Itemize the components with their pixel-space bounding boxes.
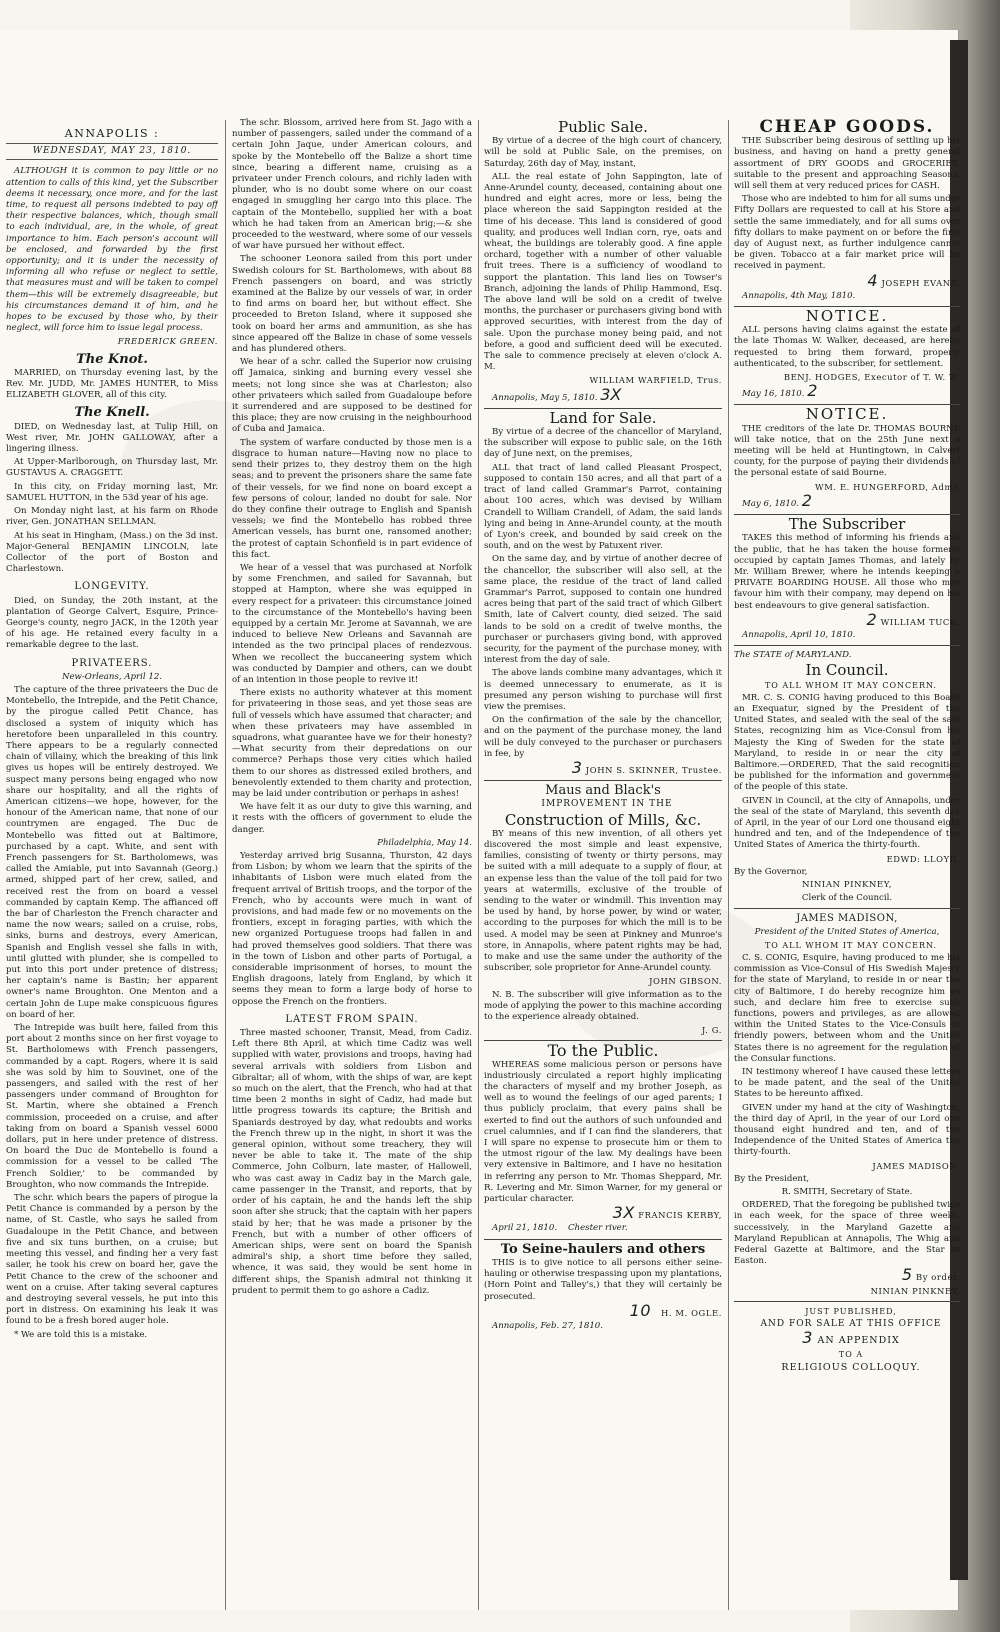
leonora-article: The schooner Leonora sailed from this port under Swedish colours for St. Bartholomews, with about 88 French passengers on board, and was strictly examined at the Balize by our vessels of war, in order to find arms on board her, but without effect. She proceeded to Breton Island, where it supposed she took on board her arms and ammunition, as she has since appeared off the Balize in chase of some vessels and has plundered others. — [232, 254, 472, 355]
subscriber-title: The Subscriber — [788, 515, 906, 534]
handwritten-mark-g: 2 — [801, 490, 812, 510]
subscriber-body: TAKES this method of informing his friends and the public, that he has taken the house formerly occupied by captain James Thomas, and lately by Mr. William Brewer, where he intends keeping a PRIVATE BOARDING HOUSE. All those who may favour him with their company, may depend on his best endeavours to give general satisfaction. — [734, 533, 960, 611]
mills-subtitle: IMPROVEMENT IN THE — [541, 799, 673, 810]
land-sale-title: Land for Sale. — [549, 408, 657, 427]
cheap-goods-date: Annapolis, 4th May, 1810. — [742, 290, 856, 301]
mills-signature: JOHN GIBSON. — [649, 976, 722, 987]
notice-2-body: THE creditors of the late Dr. THOMAS BOURNE will take notice, that on the 25th June next a meeting will be held at Huntingtown, in Calvert county, for the purpose of paying their dividends of the personal estate of said Bourne. — [734, 423, 960, 479]
seine-date: Annapolis, Feb. 27, 1810. — [492, 1320, 603, 1331]
public-sale-body: ALL the real estate of John Sappington, late of Anne-Arundel county, deceased, containing about one hundred and eight acres, more or less, being the place whereon the said Sappington resided at the time of his decease. This land is considered of good quality, and produces well Indian corn, rye, oats and wheat, the buildings are tolerably good. A fine apple orchard, together with a number of other valuable fruit trees. There is a sufficiency of woodland to support the plantation. This land lies on Towser's Branch, adjoining the lands of Philip Hammond, Esq. The above land will be sold on a credit of twelve months, the purchaser or purchasers giving bond with approved securities, with interest from the day of sale. Upon the purchase money being paid, and not before, a good and sufficient deed will be executed. The sale to commence precisely at eleven o'clock A. M. — [484, 171, 722, 373]
subscriber-date: Annapolis, April 10, 1810. — [742, 629, 856, 640]
death-notice-2: At Upper-Marlborough, on Thursday last, Mr. GUSTAVUS A. CRAGGETT. — [6, 457, 218, 479]
to-public-body: WHEREAS some malicious person or persons have industriously circulated a report highly implicating the characters of myself and my brother Joseph, as well as to wound the feelings of our aged parents; I thus publicly proclaim, that every pains shall be exerted to find out the authors of such unfounded and cruel calumnies, and if I can find the slanderers, that I will spare no expense to prosecute him or them to the utmost rigour of the law. My dealings have been very extensive in Baltimore, and I have no hesitation in referring any person to Mr. Thomas Sheppard, Mr. R. Levering and Mr. Simon Warner, for my general or particular character. — [484, 1059, 722, 1205]
appendix-line-1: JUST PUBLISHED, — [805, 1306, 897, 1316]
council-title: In Council. — [805, 661, 889, 680]
issue-date: WEDNESDAY, MAY 23, 1810. — [6, 143, 218, 160]
madison-body: C. S. CONIG, Esquire, having produced to me his commission as Vice-Consul of His Swedish Majesty for the state of Maryland, to reside in or near the city of Baltimore, I do hereby recognize him as such, and declare him free to exercise such functions, powers and privileges, as are allowed within the United States to the Vice-Consuls of friendly powers, between whom and the United States there is no agreement for the regulation of the Consular functions. — [734, 953, 960, 1064]
cheap-goods-signature: 4 JOSEPH EVANS. — [867, 270, 960, 290]
privateers-text-3: The schr. which bears the papers of pirogue la Petit Chance is commanded by a person by the name, of St. Castle, who says he sailed from Guadaloupe in the Petit Chance, and between five and six tuns burthen, on a cruise; but meeting this vessel, and finding her a very fast sailer, he took his crew on board her, gave the Petit Chance to the crew of the schooner and went on a cruise. After taking several captures and destroying several vessels, he put into this port in distress. On examining his leak it was found to be a fresh bored auger hole. — [6, 1193, 218, 1327]
notice-2-title: NOTICE. — [805, 405, 889, 424]
death-notice-5: At his seat in Hingham, (Mass.) on the 3d inst. Major-General BENJAMIN LINCOLN, late Collector of the port of Boston and Charlestown. — [6, 530, 218, 575]
longevity-heading: LONGEVITY. — [74, 581, 150, 593]
mills-body: BY means of this new invention, of all others yet discovered the most simple and least expensive, families, consisting of twenty or thirty persons, may be suited with a mill adequate to a supply of flour, at an expense less than the value of the toll paid for two years at watermills, exclusive of the trouble of sending to the water or windmill. This invention may be used by hand, by horse power, by wind or water, according to the purposes for which the mill is to be used. A model may be seen at Pinkney and Munroe's store, in Annapolis, where patent rights may be had, to make and use the same under the authority of the subscriber, sole proprietor for Anne-Arundel county. — [484, 828, 722, 974]
death-notice-1: DIED, on Wednesday last, at Tulip Hill, on West river, Mr. JOHN GALLOWAY, after a lingering illness. — [6, 421, 218, 455]
appendix-line-3: 3 AN APPENDIX — [802, 1328, 900, 1348]
notice-2-date: May 6, 1810. 2 — [742, 490, 812, 510]
smith-name: R. SMITH, Secretary of State. — [781, 1187, 913, 1198]
philadelphia-dateline: Philadelphia, May 14. — [377, 837, 472, 848]
handwritten-mark-c: 3X — [612, 1203, 635, 1223]
land-sale-body-3: The above lands combine many advantages, which it is deemed unnecessary to enumerate, as it is presumed any person wishing to purchase will first view the premises. — [484, 668, 722, 712]
privateers-heading: PRIVATEERS. — [71, 657, 153, 669]
handwritten-mark-e: 4 — [867, 270, 879, 290]
madison-given: GIVEN under my hand at the city of Washington, the third day of April, in the year of our Lord one thousand eight hundred and ten, and of the Independence of the United States of America the thirty-fourth. — [734, 1102, 960, 1158]
madison-testimony: IN testimony whereof I have caused these letters to be made patent, and the seal of the United States to be hereunto affixed. — [734, 1067, 960, 1100]
seine-body: THIS is to give notice to all persons either seine-hauling or otherwise trespassing upon my plantations, (Horn Point and Talley's,) that they will certainly be prosecuted. — [484, 1257, 722, 1302]
warning-article: We have felt it as our duty to give this warning, and it rests with the officers of government to elude the danger. — [232, 802, 472, 835]
handwritten-mark-d: 10 — [629, 1300, 652, 1320]
subscriber-signature: 2 WILLIAM TUCK. — [866, 609, 960, 629]
superior-article: We hear of a schr. called the Superior now cruising off Jamaica, sinking and burning every vessel she meets; not long since she was at Charleston; also other privateers which sailed from Guadaloupe before it surrendered and are supposed to be destined for this place; they are now cruising in the neighbourhood of Cuba and Jamaica. — [232, 357, 472, 435]
council-given: GIVEN in Council, at the city of Annapolis, under the seal of the state of Maryland, this seventh day of April, in the year of our Lord one thousand eight hundred and ten, and of the Independence of the United States of America the thirty-fourth. — [734, 795, 960, 851]
notice-1-signature: BENJ. HODGES, Executor of T. W. W. — [783, 372, 960, 383]
public-sale-date: Annapolis, May 5, 1810. 3X — [492, 384, 622, 404]
privateers-footnote: * We are told this is a mistake. — [14, 1329, 148, 1340]
to-public-title: To the Public. — [547, 1041, 659, 1061]
seine-title: To Seine-haulers and others — [500, 1241, 706, 1257]
state-label: The STATE of MARYLAND. — [734, 650, 852, 661]
public-sale-intro: By virtue of a decree of the high court of chancery, will be sold at Public Sale, on the premises, on Saturday, 26th day of May, instant, — [484, 136, 722, 169]
notice-2-signature: WM. E. HUNGERFORD, Admr. — [815, 481, 960, 492]
handwritten-mark-h: 2 — [866, 609, 878, 629]
notice-1-title: NOTICE. — [805, 307, 889, 326]
notice-1-body: ALL persons having claims against the estate of the late Thomas W. Walker, deceased, are hereby requested to bring them forward, properly authenticated, to the subscriber, for settlement. — [734, 325, 960, 369]
to-public-signature: 3X FRANCIS KERBY, — [612, 1203, 722, 1223]
land-sale-body-4: On the confirmation of the sale by the chancellor, and on the payment of the purchase money, the land will be duly conveyed to the purchaser or purchasers in fee, by — [484, 715, 722, 759]
cheap-goods-body-2: Those who are indebted to him for all sums under Fifty Dollars are requested to call at his Store and settle the same immediately, and for all sums over fifty dollars to make payment on or before the first day of August next, as further indulgence cannot be given. Tobacco at a fair market price will be received in payment. — [734, 194, 960, 272]
knell-heading: The Knell. — [74, 405, 150, 421]
warfare-article: The system of warfare conducted by those men is a disgrace to human nature—Having now no place to send their prizes to, they destroy them on the high seas; and to prevent the prisoners share the same fate of their vessels, for we find none on board except a few persons of colour, landed no doubt for sale. Nor do they confine their outrage to English and Spanish vessels; we find the Montebello has robbed three American vessels, has burnt one, ransomed another; the protest of captain Schonfield is in part evidence of this fact. — [232, 437, 472, 560]
to-all-1: TO ALL WHOM IT MAY CONCERN. — [764, 680, 938, 690]
land-sale-body-1: ALL that tract of land called Pleasant Prospect, supposed to contain 150 acres, and all that part of a tract of land called Grammar's Parrot, containing about 100 acres, which was devised by William Crandell to William Crandell, of Adam, the said lands lying and being in Anne-Arundel county, at the mouth of Lyon's creek, and bounded by said creek on the south, and on the west by Patuxent river. — [484, 462, 722, 552]
appendix-line-2: AND FOR SALE AT THIS OFFICE — [760, 1319, 942, 1330]
mills-nb: N. B. The subscriber will give information as to the mode of applying the power to this machine according to the experience already obtained. — [484, 989, 722, 1023]
notice-1-date: May 16, 1810. 2 — [742, 381, 818, 401]
blossom-article: The schr. Blossom, arrived here from St. Jago with a number of passengers, sailed under the command of a certain John Jaque, under American colours, and spoke by the Montebello off the Balize a short time since, bearing a different name, cruising as a privateer under French colours, and richly laden with plunder, who is no doubt some where on our coast engaged in smuggling her cargo into this place. The captain of the Montebello, supplied her with a boat which he had taken from an American brig;—& she proceeded to the westward, where some of our vessels of war have pursued her without effect. — [232, 118, 472, 252]
to-all-2: TO ALL WHOM IT MAY CONCERN. — [764, 940, 938, 950]
public-sale-title: Public Sale. — [558, 118, 648, 136]
column-1 — [6, 118, 218, 1612]
appendix-line-4: TO A — [838, 1349, 864, 1359]
town-heading: ANNAPOLIS : — [64, 127, 160, 140]
by-governor: By the Governor, — [734, 866, 808, 877]
privateers-dateline: New-Orleans, April 12. — [61, 671, 163, 682]
clerk-title: Clerk of the Council. — [801, 893, 893, 904]
column-3 — [484, 118, 722, 1612]
handwritten-mark-j: 3 — [802, 1328, 814, 1348]
handwritten-mark-f: 2 — [807, 381, 818, 401]
to-public-date: April 21, 1810. Chester river. — [492, 1223, 628, 1234]
marriage-notice: MARRIED, on Thursday evening last, by the Rev. Mr. JUDD, Mr. JAMES HUNTER, to Miss ELIZABETH GLOVER, all of this city. — [6, 367, 218, 401]
green-signature: FREDERICK GREEN. — [117, 336, 218, 347]
cheap-goods-body-1: THE Subscriber being desirous of settling up his business, and having on hand a pretty general assortment of DRY GOODS and GROCERIES, suitable to the present and approaching Seasons, will sell them at very reduced prices for CASH. — [734, 136, 960, 192]
spain-article: Three masted schooner, Transit, Mead, from Cadiz. Left there 8th April, at which time Cadiz was well supplied with water, provisions and troops, having had several arrivals with soldiers from Lisbon and Gibraltar; all of whom, with the ships of war, are kept so much on the alert, that the French, who had at that time been 2 months in sight of Cadiz, had made but little progress towards its capture; the British and Spaniards destroyed by day, what redoubts and works the French threw up in the night, in short it was the general opinion, without some treachery, they will never be able to take it. The mate of the ship Commerce, John Colburn, late master, of Hallowell, who was cast away in Cadiz bay in the March gale, came passenger in the Transit, and reports, that by order of his captain, he and the hands left the ship soon after she struck; that the captain with her papers staid by her; that he was made a prisoner by the French, but with a number of other officers of American ships, were sent on board the Spanish admiral's ship, a short time before they sailed, whence, it was said, they would be sent home in different ships, the Spanish admiral not thinking it prudent to permit them to go ashore a Cadiz. — [232, 1028, 472, 1296]
handwritten-mark-i: 5 — [901, 1265, 913, 1285]
ordered-text: ORDERED, That the foregoing be published twice in each week, for the space of three weeks, successively, in the Maryland Gazette and Maryland Republican at Annapolis, The Whig and Federal Gazette at Baltimore, and the Star at Easton. — [734, 1200, 960, 1267]
death-notice-3: In this city, on Friday morning last, Mr. SAMUEL HUTTON, in the 53d year of his age. — [6, 481, 218, 503]
madison-subtitle: President of the United States of America, — [754, 926, 940, 937]
madison-title: JAMES MADISON, — [796, 913, 898, 925]
pinkney-name-2: NINIAN PINKNEY. — [870, 1285, 960, 1296]
handwritten-mark-b: 3 — [571, 757, 583, 777]
land-sale-signature: 3 JOHN S. SKINNER, Trustee. — [571, 757, 722, 777]
mills-title-2: Construction of Mills, &c. — [504, 810, 702, 829]
by-president: By the President, — [734, 1173, 810, 1184]
public-sale-signature: WILLIAM WARFIELD, Trus. — [589, 375, 722, 386]
privateers-text-1: The capture of the three privateers the Duc de Montebello, the Intrepide, and the Petit Chance, by the pirogue called Petit Chance, has disclosed a system of iniquity which has heretofore been unparalleled in this country. There appears to be a regularly connected chain of villainy, which the breaking of this link gives us hopes will be entirely destroyed. We suspect many persons being engaged who now share our hospitality, and all the rights of American citizens—we hope, however, for the honour of the American name, that none of our countrymen are engaged. The Duc de Montebello was fitted out at Baltimore, purchased by a capt. White, and sent with French passengers for St. Bartholomews, was called the Amiable, put into Savannah (Georg.) armed, shipped part of her crew, sailed, and received rest the from on board a vessel commanded by captain Kemp. The affianced off the bar of Charleston the French character and name the now wears; sailed on a cruise, robs, sinks, burns and destroys, every American, Spanish and English vessel she falls in with, until glutted with plunder, she is compelled to put into this port under pretence of distress; her captain's name is Bastin; her apparent owner's name Broughton. One Menton and a certain John de Lupe make conspicuous figures on board of her. — [6, 684, 218, 1020]
appendix-line-5: RELIGIOUS COLLOQUY. — [781, 1361, 921, 1373]
handwritten-mark-a: 3X — [600, 384, 622, 404]
death-notice-4: On Monday night last, at his farm on Rhode river, Gen. JONATHAN SELLMAN. — [6, 506, 218, 528]
norfolk-article: We hear of a vessel that was purchased at Norfolk by some Frenchmen, and sailed for Savannah, but stopped at Hampton, where she was equipped in every respect for a privateer: this circumstance joined to the circumstance of the Montebello's having been equipped by a certain Mr. Jerome at Savannah, we are induced to believe New Orleans and Savannah are intended as the two principal places of rendezvous. When we recollect the buccaneering system which was conducted by Dampier and others, can we doubt of an intention in those people to revive it! — [232, 562, 472, 685]
longevity-text: Died, on Sunday, the 20th instant, at the plantation of George Calvert, Esquire, Prince-George's county, negro JACK, in the 120th year of his age. He retained every faculty in a remarkable degree to the last. — [6, 595, 218, 651]
authority-article: There exists no authority whatever at this moment for privateering in those seas, and yet those seas are full of vessels which have assumed that character; and when these privateers may have assembled in squadrons, what guarantee have we for their honesty?—What security from their depredations on our commerce? Perhaps those very cities which hailed them to our shores as distressed exiled brothers, and benevolently extended to them charity and protection, may be laid under contribution or perhaps in ashes! — [232, 688, 472, 799]
council-body: MR. C. S. CONIG having produced to this Board an Exequatur, signed by the President of the United States, and sealed with the seal of the said States, recognizing him as Vice-Consul from his Majesty the King of Sweden for the state of Maryland, to reside in or near the city of Baltimore.—ORDERED, That the said recognition be published for the information and government of the people of this state. — [734, 692, 960, 793]
column-4 — [734, 118, 960, 1612]
knot-heading: The Knot. — [76, 351, 148, 367]
cheap-goods-title: CHEAP GOODS. — [759, 118, 935, 137]
by-order: 5 By order, — [901, 1265, 960, 1285]
council-signature: EDWD: LLOYD. — [886, 853, 960, 864]
land-sale-body-2: On the same day, and by virtue of another decree of the chancellor, the subscriber will also sell, at the same place, the residue of the tract of land called Grammar's Parrot, supposed to contain one hundred acres being that part of the said tract of which Gilbert Smith, late of Calvert county, died seized. The said lands to be sold on a credit of twelve months, the purchaser or purchasers giving bond, with approved security, for the payment of the purchase money, with interest from the day of sale. — [484, 554, 722, 666]
land-sale-intro: By virtue of a decree of the chancellor of Maryland, the subscriber will expose to public sale, on the 16th day of June next, on the premises, — [484, 427, 722, 460]
pinkney-name: NINIAN PINKNEY, — [802, 879, 892, 890]
mills-title: Maus and Black's — [545, 783, 661, 799]
column-2 — [232, 118, 472, 1612]
philadelphia-article: Yesterday arrived brig Susanna, Thurston, 42 days from Lisbon; by whom we learn that the spirits of the inhabitants of Lisbon were much elated from the frequent arrival of British troops, and the torpor of the French, who by accounts were much in want of provisions, and had made few or no movements on the frontiers, except in foraging parties, with which the new organized Portuguese troops had fallen in and had proved themselves good soldiers. That there was in the town of Lisbon and other parts of Portugal, a considerable imprisonment of horses, to mount the English dragoons, lately from England, by which it seems they mean to form a large body of horse to oppose the French on the frontiers. — [232, 851, 472, 1007]
spain-heading: LATEST FROM SPAIN. — [285, 1013, 419, 1025]
seine-signature: 10 H. M. OGLE. — [629, 1300, 722, 1320]
mills-nb-signature: J. G. — [701, 1025, 722, 1036]
privateers-text-2: The Intrepide was built here, failed from this port about 2 months since on her first voyage to St. Bartholomews with French passengers, commanded by a capt. Rogers, where it is said she was sold by him to Souvinet, one of the passengers, and sailed with the rest of her passengers under command of Broughton for St. Martin, where she obtained a French commission, proceeded on a cruise, and after taking from on board a Spanish vessel 6000 dollars, put in here under pretence of distress. On board the Duc de Montebello is found a commission for a vessel to be called 'The French Soldier,' to be commanded by Broughton, who now commands the Intrepide. — [6, 1023, 218, 1190]
green-notice: ALTHOUGH it is common to pay little or no attention to calls of this kind, yet the Subscriber deems it necessary, once more, and for the last time, to request all persons indebted to pay off their respective balances, which, though small to each individual, are, in the whole, of great importance to him. Each person's account will be enclosed, and forwarded by the first opportunity; and it is under the necessity of informing all who refuse or neglect to settle, that measures must and will be taken to compel them—this will be extremely disagreeable, but his circumstances demand it of him, and he hopes to be excused by those who, by their neglect, will force him to issue legal process. — [6, 166, 218, 334]
madison-signature: JAMES MADISON. — [872, 1160, 960, 1171]
